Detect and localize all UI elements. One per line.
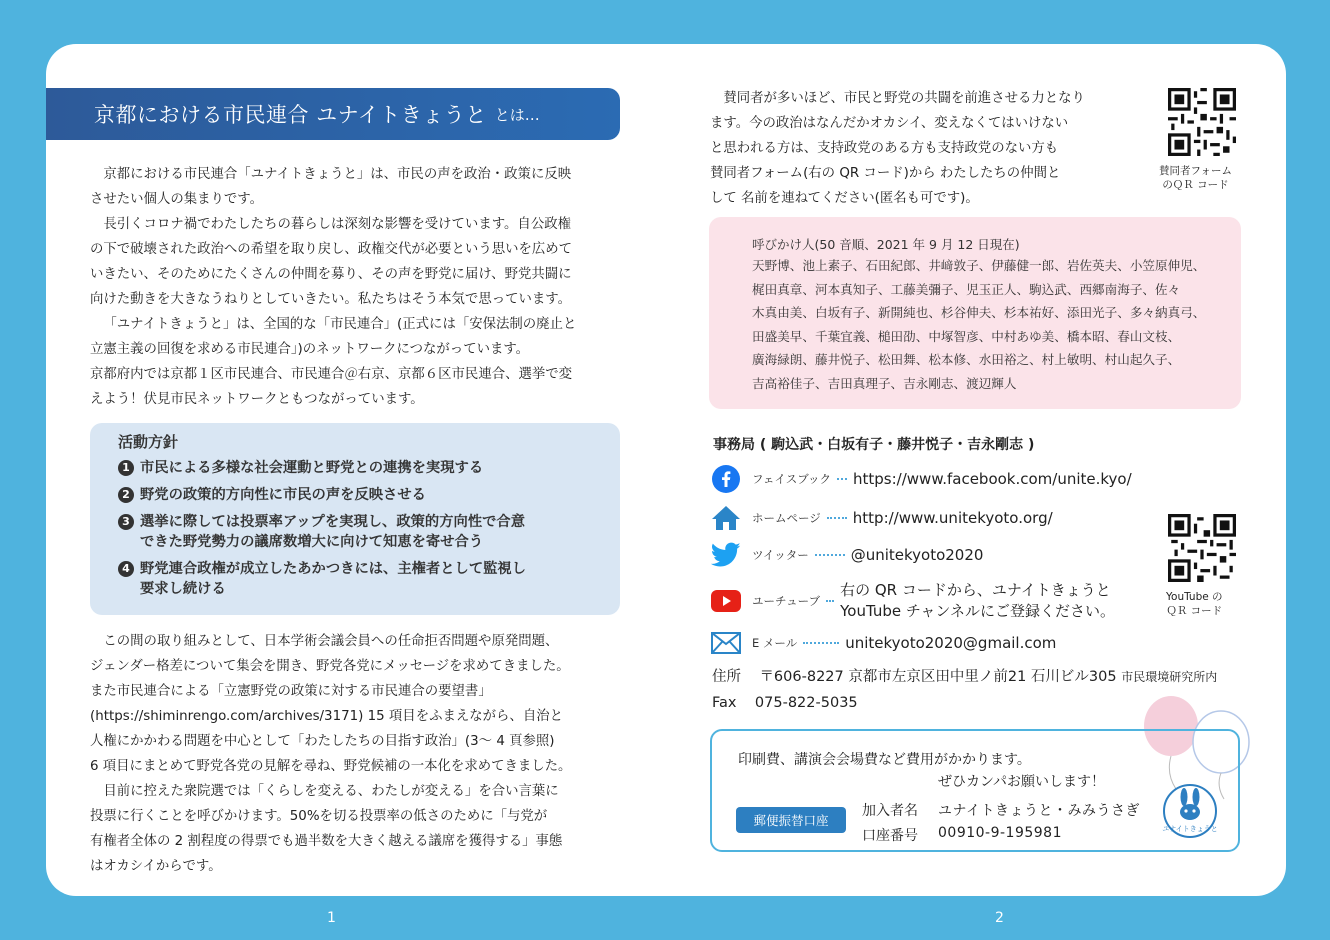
page-number: 2 (995, 910, 1004, 926)
mail-icon (710, 629, 742, 657)
contact-youtube[interactable] (710, 580, 1115, 622)
contact-label: フェイスブック (752, 472, 832, 486)
postal-transfer-badge: 郵便振替口座 (736, 807, 846, 833)
youtube-icon (710, 587, 742, 615)
fax-number: 075-822-5035 (754, 695, 858, 711)
policy-item-text: 選挙に際しては投票率アップを実現し、政策的方向性で合意 できた野党勢力の議席数増大に向けて知恵を寄せ合う (140, 514, 526, 550)
callers-title: 呼びかけ人(50 音順、2021 年 9 月 12 日現在) (752, 237, 1020, 252)
account-name-label: 加入者名 (862, 803, 918, 819)
number-badge-icon: 2 (118, 487, 134, 503)
policy-item-text: 野党連合政権が成立したあかつきには、主権者として監視し 要求し続ける (140, 561, 527, 597)
page-title-bar (46, 88, 620, 140)
dotted-leader (827, 517, 847, 519)
dotted-leader (815, 554, 845, 556)
address-suffix: 市民環境研究所内 (1121, 670, 1218, 684)
office-title: 事務局 ( 駒込武・白坂有子・藤井悦子・吉永剛志 ) (713, 437, 1035, 453)
donation-text: 印刷費、講演会会場費など費用がかかります。 (738, 752, 1031, 768)
policy-item (118, 485, 604, 505)
brochure-spread (46, 44, 1286, 896)
home-icon (710, 504, 742, 532)
number-badge-icon: 1 (118, 460, 134, 476)
qr-caption: YouTube の ＱＲ コード (1166, 591, 1223, 617)
intro-paragraph: 京都における市民連合「ユナイトきょうと」は、市民の声を政治・政策に反映 させたい個人の集まりです。 (90, 167, 572, 207)
contact-label: ツイッター (752, 548, 809, 562)
twitter-icon (710, 541, 742, 569)
number-badge-icon: 4 (118, 561, 134, 577)
supporter-text: 賛同者が多いほど、市民と野党の共闘を前進させる力となり ます。今の政治はなんだかオカシイ、変えなくてはいけない と思われる方は、支持政党のある方も支持政党のない方も 賛同者フォーム(右の QR コード)から わたしたちの仲間と して 名前を連ねてください(匿名も可です)。 (710, 91, 1085, 206)
policy-item (118, 559, 604, 599)
account-number-label: 口座番号 (862, 828, 918, 844)
policy-item-text: 市民による多様な社会運動と野党との連携を実現する (140, 460, 484, 476)
intro-paragraph: 「ユナイトきょうと」は、全国的な「市民連合」(正式には「安保法制の廃止と 立憲主義の回復を求める市民連合」)のネットワークにつながっています。 京都府内では京都１区市民連合、市民連合＠右京、京都６区市民連合、選挙で変 えよう！伏見市民ネットワークともつながっています。 (90, 317, 577, 407)
fax (712, 695, 858, 711)
contact-email[interactable] (710, 629, 1056, 657)
qr-caption: 賛同者フォーム のＱＲ コード (1159, 165, 1232, 191)
donation-box (710, 729, 1240, 852)
policy-list (118, 458, 604, 599)
homepage-link[interactable]: http://www.unitekyoto.org/ (852, 508, 1053, 527)
qr-code-icon[interactable] (1168, 88, 1236, 156)
contact-facebook[interactable] (710, 465, 1132, 493)
contact-label: E メール (752, 636, 798, 650)
page-title-suffix: とは… (494, 105, 540, 124)
dotted-leader (837, 478, 847, 480)
activities-text (90, 629, 623, 879)
address-label: 住所 (712, 669, 741, 685)
dotted-leader (803, 642, 839, 644)
activities-paragraph: 目前に控えた衆院選では「くらしを変える、わたしが変える」を合い言葉に 投票に行くことを呼びかけます。50%を切る投票率の低さのために「与党が 有権者全体の 2 割程度の得票でも過半数を大きく越える議席を獲得する」事態 はオカシイからです。 (90, 784, 563, 874)
fax-label: Fax (712, 695, 737, 711)
address (712, 665, 1217, 686)
contact-homepage[interactable] (710, 504, 1053, 532)
callers-box (709, 217, 1241, 409)
contact-twitter[interactable] (710, 541, 983, 569)
number-badge-icon: 3 (118, 514, 134, 530)
dotted-leader (826, 600, 834, 602)
policy-box (90, 423, 620, 615)
account-number: 00910-9-195981 (938, 825, 1062, 841)
rabbit-mascot-icon (1162, 783, 1218, 839)
account-name: ユナイトきょうと・みみうさぎ (938, 803, 1141, 819)
youtube-qr-code-icon[interactable] (1168, 514, 1236, 582)
twitter-handle[interactable]: @unitekyoto2020 (850, 545, 984, 564)
policy-title: 活動方針 (118, 433, 179, 451)
facebook-icon (710, 465, 742, 493)
intro-text (90, 162, 623, 412)
email-link[interactable]: unitekyoto2020@gmail.com (845, 633, 1057, 652)
address-value: 〒606-8227 京都市左京区田中里ノ前21 石川ビル305 (759, 669, 1117, 685)
page-title: 京都における市民連合 ユナイトきょうと (94, 103, 487, 127)
activities-paragraph: この間の取り組みとして、日本学術会議会員への任命拒否問題や原発問題、 ジェンダー格差について集会を開き、野党各党にメッセージを求めてきました。 また市民連合による「立憲野党の政策に対する市民連合の要望書」 (https://shiminrengo.com/archives/3171) 15 項目をふまえながら、自治と 人権にかかわる問題を中心として「わたしたちの目指す政治」(3～ 4 頁参照) 6 項目にまとめて野党各党の見解を尋ね、野党候補の一本化を求めてきました。 (90, 634, 572, 774)
policy-item-text: 野党の政策的方向性に市民の声を反映させる (140, 487, 426, 503)
callers-names: 天野博、池上素子、石田紀郎、井﨑敦子、伊藤健一郎、岩佐英夫、小笠原伸児、 梶田真章、河本真知子、工藤美彌子、児玉正人、駒込武、西郷南海子、佐々 木真由美、白坂有子、新開純也、杉谷伸夫、杉本祐好、添田光子、多々納真弓、 田盛美早、千葉宜義、槌田劭、中塚智彦、中村あゆ美、橋本昭、春山文枝、 廣海緑朗、藤井悦子、松田舞、松本修、水田裕之、村上敏明、村山起久子、 吉高裕佳子、吉田真理子、吉永剛志、渡辺輝人 (752, 258, 1206, 391)
contact-label: ユーチューブ (752, 594, 821, 608)
mascot-label: ユナイトきょうと (1162, 825, 1218, 833)
donation-request: ぜひカンパお願いします！ (938, 774, 1106, 790)
intro-paragraph: 長引くコロナ禍でわたしたちの暮らしは深刻な影響を受けています。自公政権 の下で破壊された政治への希望を取り戻し、政権交代が必要という思いを広めて いきたい、そのためにたくさんの仲間を募り、その声を野党に届け、野党共闘に 向けた動きを大きなうねりとしていきたい。私たちはそう本気で思っています。 (90, 217, 573, 307)
policy-item (118, 458, 604, 478)
facebook-link[interactable]: https://www.facebook.com/unite.kyo/ (853, 469, 1132, 488)
youtube-instructions: 右の QR コードから、ユナイトきょうと YouTube チャンネルにご登録ください。 (840, 581, 1115, 620)
policy-item (118, 512, 604, 552)
contact-label: ホームページ (752, 511, 821, 525)
page-number: 1 (327, 910, 336, 926)
